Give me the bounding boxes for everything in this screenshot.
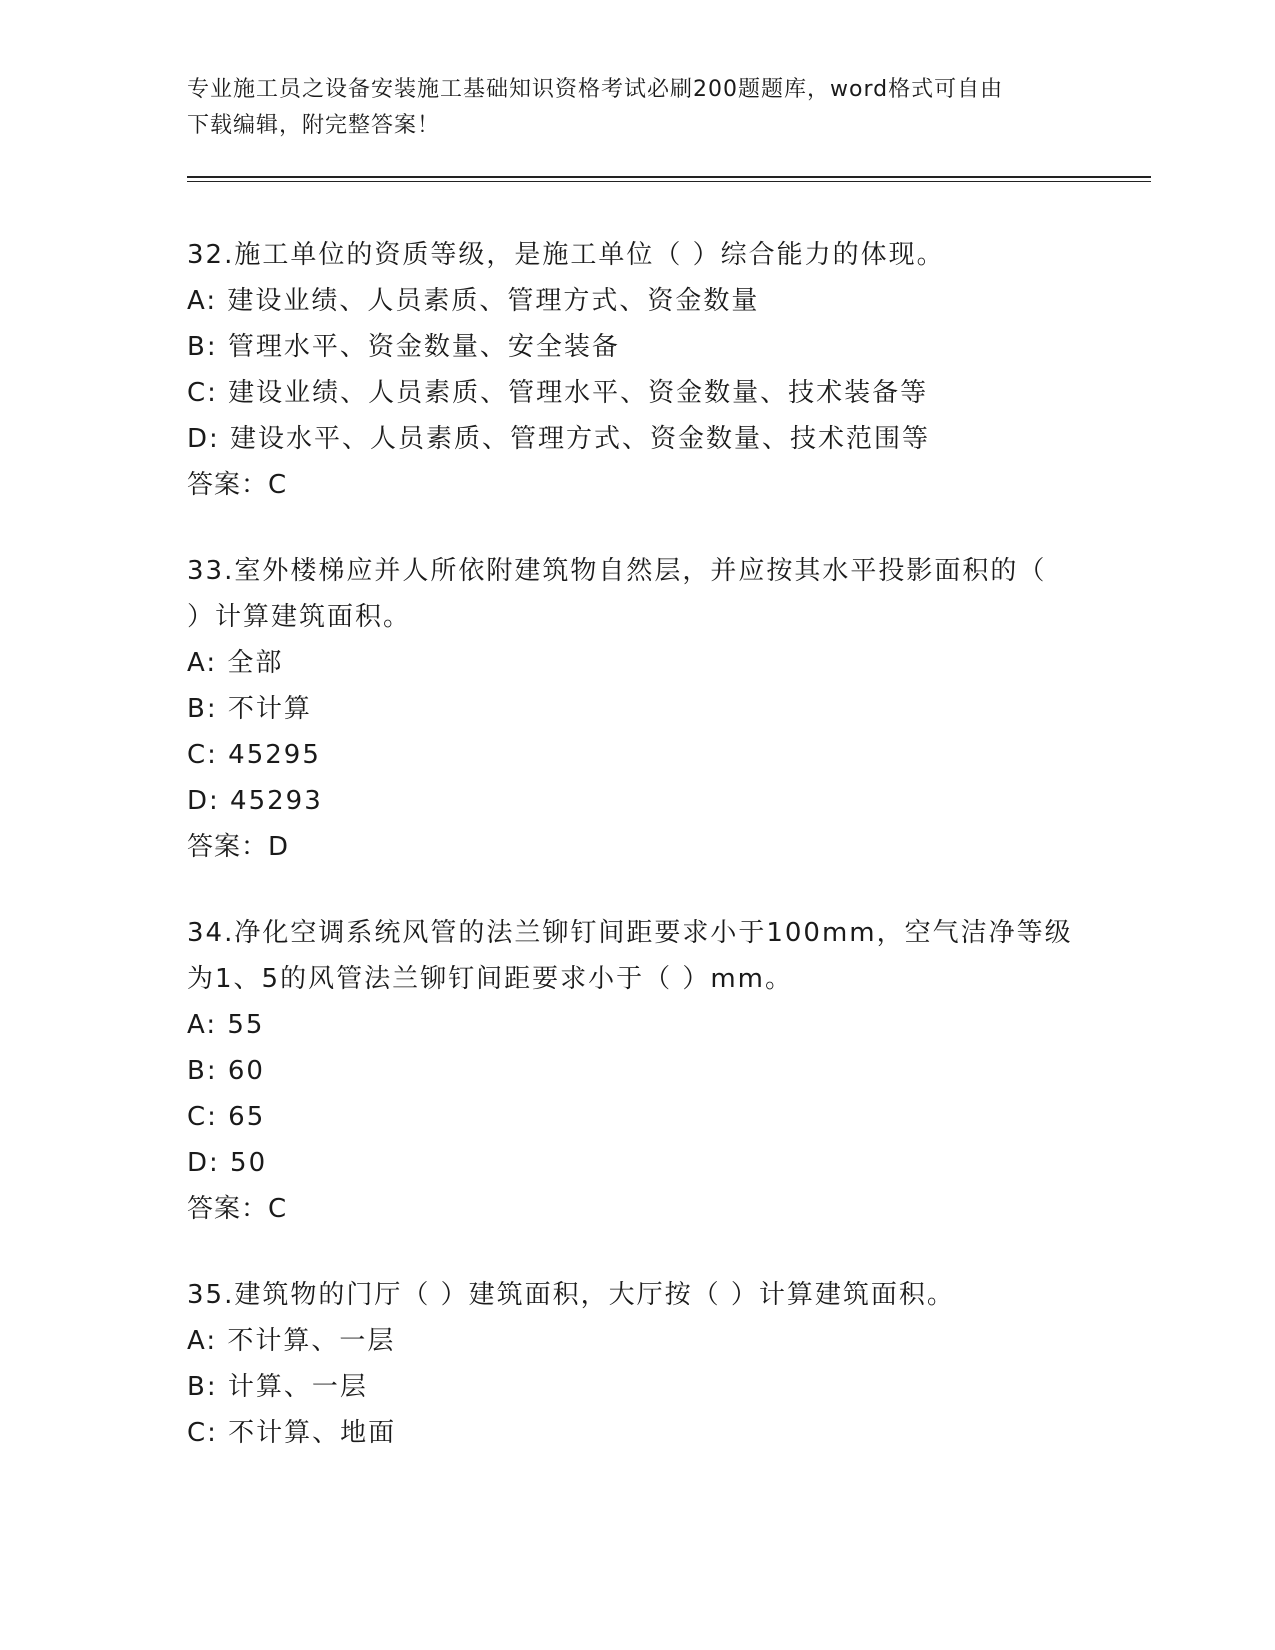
answer-line: 答案：C <box>187 470 288 500</box>
option-a: A: 全部 <box>187 648 284 678</box>
option-b: B: 60 <box>187 1056 265 1086</box>
question-stem-continued: 为1、5的风管法兰铆钉间距要求小于（ ）mm。 <box>187 964 794 994</box>
option-a: A: 不计算、一层 <box>187 1326 396 1356</box>
header-divider-bottom <box>187 181 1151 182</box>
question-33 <box>187 548 1087 870</box>
question-stem: 35.建筑物的门厅（ ）建筑面积，大厅按（ ）计算建筑面积。 <box>187 1280 955 1310</box>
option-b: B: 计算、一层 <box>187 1372 368 1402</box>
question-35 <box>187 1272 1087 1456</box>
option-d: D: 50 <box>187 1148 268 1178</box>
option-b: B: 管理水平、资金数量、安全装备 <box>187 332 620 362</box>
option-d: D: 建设水平、人员素质、管理方式、资金数量、技术范围等 <box>187 424 931 454</box>
option-b: B: 不计算 <box>187 694 312 724</box>
question-34 <box>187 910 1087 1232</box>
answer-line: 答案：C <box>187 1194 288 1224</box>
question-stem: 34.净化空调系统风管的法兰铆钉间距要求小于100mm，空气洁净等级 <box>187 918 1073 948</box>
option-c: C: 45295 <box>187 740 321 770</box>
question-stem: 32.施工单位的资质等级，是施工单位（ ）综合能力的体现。 <box>187 240 945 270</box>
header-divider-top <box>187 176 1151 178</box>
question-list <box>187 232 1087 1496</box>
question-stem: 33.室外楼梯应并人所依附建筑物自然层，并应按其水平投影面积的（ <box>187 556 1047 586</box>
header-line-2: 下载编辑，附完整答案！ <box>187 113 441 138</box>
option-c: C: 65 <box>187 1102 266 1132</box>
header-line-1: 专业施工员之设备安装施工基础知识资格考试必刷200题题库，word格式可自由 <box>187 77 1004 102</box>
document-header <box>187 72 1087 144</box>
question-32 <box>187 232 1087 508</box>
option-d: D: 45293 <box>187 786 323 816</box>
answer-line: 答案：D <box>187 832 290 862</box>
option-a: A: 建设业绩、人员素质、管理方式、资金数量 <box>187 286 760 316</box>
option-c: C: 建设业绩、人员素质、管理水平、资金数量、技术装备等 <box>187 378 929 408</box>
question-stem-continued: ）计算建筑面积。 <box>187 602 412 632</box>
option-a: A: 55 <box>187 1010 265 1040</box>
option-c: C: 不计算、地面 <box>187 1418 397 1448</box>
